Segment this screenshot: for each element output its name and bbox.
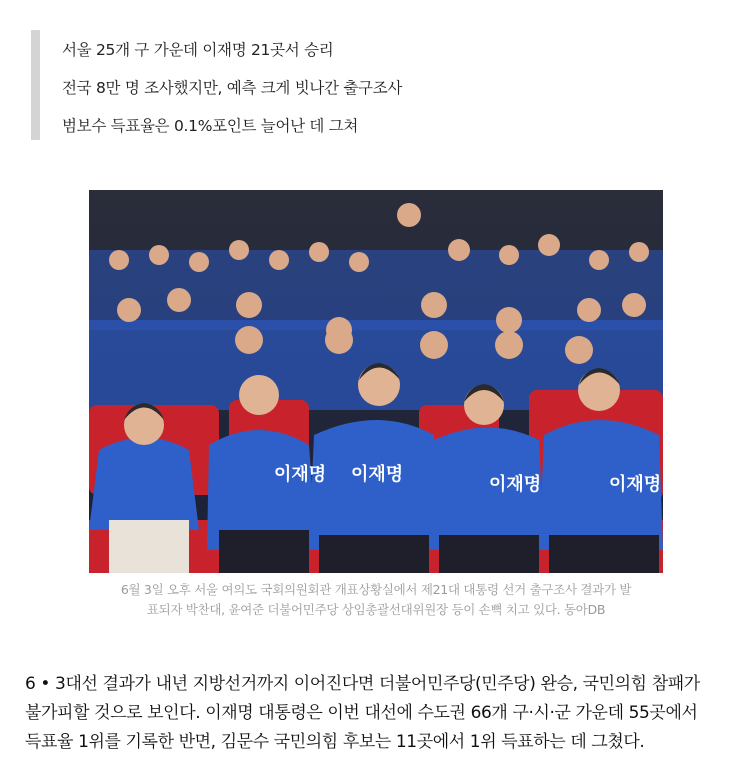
svg-text:이재명: 이재명 [609, 474, 662, 495]
caption-line-1: 6월 3일 오후 서울 여의도 국회의원회관 개표상황실에서 제21대 대통령 선거 출구조사 결과가 발 [120, 582, 632, 597]
crowd-photo-illustration [89, 190, 663, 573]
summary-line-3: 범보수 득표율은 0.1%포인트 늘어난 데 그쳐 [62, 117, 359, 135]
svg-text:이재명: 이재명 [351, 464, 404, 485]
body-line-2: 불가피할 것으로 보인다. 이재명 대통령은 이번 대선에 수도권 66개 구·시·군 가운데 55곳에서 [25, 703, 698, 723]
body-line-3: 득표율 1위를 기록한 반면, 김문수 국민의힘 후보는 11곳에서 1위 득표하는 데 그쳤다. [25, 732, 645, 752]
summary-line-1: 서울 25개 구 가운데 이재명 21곳서 승리 [62, 41, 334, 59]
photo-caption [89, 580, 663, 620]
body-line-1: 6 • 3대선 결과가 내년 지방선거까지 이어진다면 더불어민주당(민주당) 완승, 국민의힘 참패가 [25, 674, 700, 694]
article-summary-box [31, 30, 460, 140]
summary-line-2: 전국 8만 명 조사했지만, 예측 크게 빗나간 출구조사 [62, 79, 403, 97]
svg-text:이재명: 이재명 [274, 464, 327, 485]
article-photo [89, 190, 663, 573]
svg-text:이재명: 이재명 [489, 474, 542, 495]
caption-line-2: 표되자 박찬대, 윤여준 더불어민주당 상임총괄선대위원장 등이 손뼉 치고 있다. 동아DB [146, 602, 606, 617]
article-body-paragraph [25, 670, 725, 757]
